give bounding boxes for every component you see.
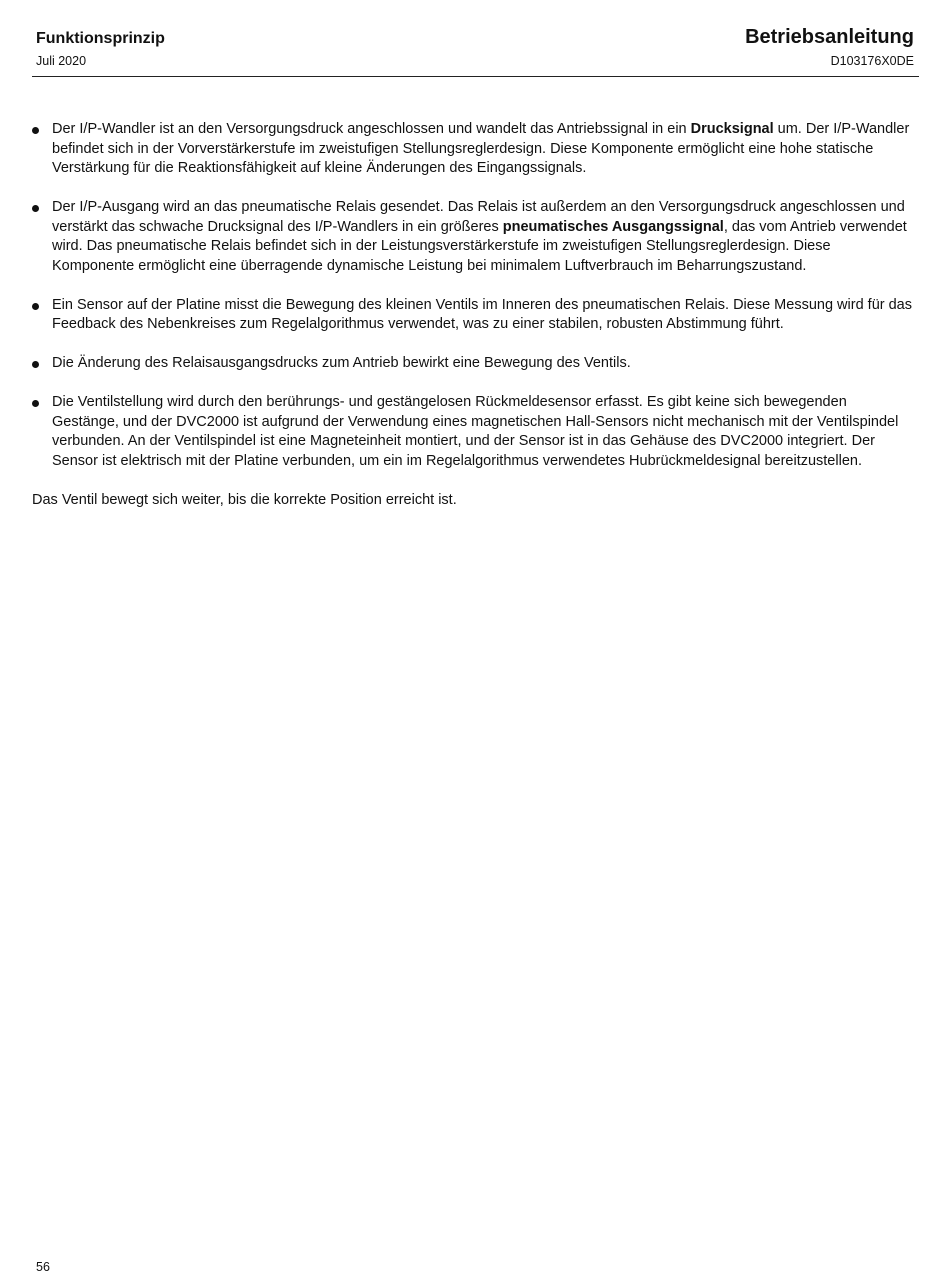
bullet-text xyxy=(52,198,916,276)
document-title: Betriebsanleitung xyxy=(745,26,914,48)
bullet-icon xyxy=(32,361,39,368)
bullet-text xyxy=(52,120,916,179)
list-item xyxy=(32,354,916,374)
bullet-text-part: Der I/P-Ausgang wird an das pneumatische Relais gesendet. Das Relais ist außerdem an den Versorgungsdruck angeschlossen und verstärkt das schwache Drucksignal des I/P-Wandlers in ein größeres xyxy=(52,199,905,235)
page-header xyxy=(32,26,919,77)
list-item xyxy=(32,120,916,179)
section-title: Funktionsprinzip xyxy=(36,30,165,47)
bullet-icon xyxy=(32,400,39,407)
page-body xyxy=(32,120,916,510)
list-item xyxy=(32,393,916,471)
header-left xyxy=(36,30,165,69)
bullet-text: Die Ventilstellung wird durch den berührungs- und gestängelosen Rückmeldesensor erfasst. Es gibt keine sich bewegenden Gestänge, und der DVC2000 ist aufgrund der Verwendung eines magnetischen Hall-Sensors nicht mechanisch mit der Ventilspindel verbunden. An der Ventilspindel ist eine Magneteinheit montiert, und der Sensor ist in das Gehäuse des DVC2000 integriert. Der Sensor ist elektrisch mit der Platine verbunden, um ein im Regelalgorithmus verwendetes Hubrückmeldesignal bereitzustellen. xyxy=(52,394,899,469)
list-item xyxy=(32,296,916,335)
header-right xyxy=(745,26,914,69)
bullet-text: Die Änderung des Relaisausgangsdrucks zum Antrieb bewirkt eine Bewegung des Ventils. xyxy=(52,355,631,371)
list-item xyxy=(32,198,916,276)
bullet-icon xyxy=(32,127,39,134)
closing-paragraph: Das Ventil bewegt sich weiter, bis die korrekte Position erreicht ist. xyxy=(32,491,457,508)
emphasized-term: pneumatisches Ausgangssignal xyxy=(502,218,724,235)
bullet-icon xyxy=(32,303,39,310)
bullet-text-part: , das vom Antrieb verwendet wird. Das pneumatische Relais befindet sich in der Leistungsverstärkerstufe im zweistufigen Stellungsreglerdesign. Diese Komponente ermöglicht eine überragende dynamische Leistung bei minimalem Luftverbrauch im Beharrungszustand. xyxy=(52,218,907,274)
emphasized-term: Drucksignal xyxy=(690,121,774,137)
publication-date: Juli 2020 xyxy=(36,54,87,68)
bullet-text-part: Der I/P-Wandler ist an den Versorgungsdruck angeschlossen und wandelt das Antriebssignal in ein xyxy=(52,121,691,137)
page-number: 56 xyxy=(36,1260,50,1274)
document-number: D103176X0DE xyxy=(830,54,914,68)
bullet-text-part: um. Der I/P-Wandler befindet sich in der Vorverstärkerstufe im zweistufigen Stellungsreglerdesign. Diese Komponente ermöglicht eine hohe statische Verstärkung für die Reaktionsfähigkeit auf kleine Änderungen des Eingangssignals. xyxy=(52,121,910,176)
bullet-icon xyxy=(32,205,39,212)
bullet-list xyxy=(32,120,916,471)
bullet-text: Ein Sensor auf der Platine misst die Bewegung des kleinen Ventils im Inneren des pneumatischen Relais. Diese Messung wird für das Feedback des Nebenkreises zum Regelalgorithmus verwendet, was zu einer stabilen, robusten Abstimmung führt. xyxy=(52,296,912,332)
